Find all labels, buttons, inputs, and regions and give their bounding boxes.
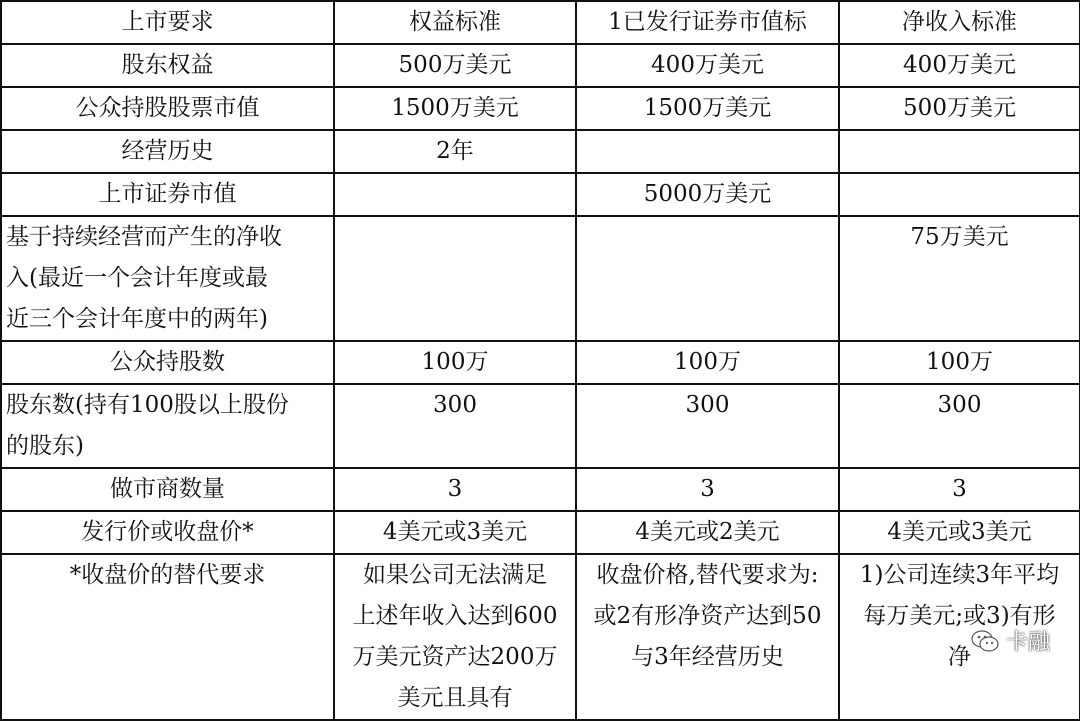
- wechat-icon: [970, 629, 1000, 653]
- table-cell: 400万美元: [839, 44, 1080, 87]
- table-cell: [839, 130, 1080, 173]
- table-cell: [334, 216, 576, 341]
- table-cell: 75万美元: [839, 216, 1080, 341]
- table-cell: 2年: [334, 130, 576, 173]
- table-row: [1, 341, 1080, 384]
- table-row: [1, 130, 1080, 173]
- table-cell: 1500万美元: [334, 87, 576, 130]
- table-cell: 4美元或2美元: [576, 511, 839, 554]
- watermark-text: 卡融: [1005, 630, 1050, 655]
- cell-line: 与3年经营历史: [631, 644, 784, 670]
- header-cell: 1已发行证券市值标: [576, 1, 839, 44]
- row-label: 公众持股数: [1, 341, 334, 384]
- table-cell: 100万: [576, 341, 839, 384]
- label-line: 股东数(持有100股以上股份: [6, 392, 289, 418]
- row-label: 发行价或收盘价*: [1, 511, 334, 554]
- table-row: [1, 511, 1080, 554]
- label-line: 近三个会计年度中的两年): [6, 306, 268, 332]
- table-cell: 3: [839, 468, 1080, 511]
- row-label: 股东权益: [1, 44, 334, 87]
- table-cell: 4美元或3美元: [839, 511, 1080, 554]
- watermark: [970, 625, 1050, 656]
- cell-line: 美元且具有: [397, 685, 513, 711]
- table-row: [1, 384, 1080, 468]
- cell-line: 或2有形净资产达到50: [593, 603, 822, 629]
- table-header-row: [1, 1, 1080, 44]
- table-cell: 1500万美元: [576, 87, 839, 130]
- table-row: [1, 44, 1080, 87]
- cell-line: 万美元资产达200万: [352, 644, 558, 670]
- cell-line: 1)公司连续3年平均: [859, 562, 1060, 588]
- cell-line: 每万美元;或3)有形: [863, 603, 1056, 629]
- table-cell: 400万美元: [576, 44, 839, 87]
- row-label: 经营历史: [1, 130, 334, 173]
- table-cell: 500万美元: [334, 44, 576, 87]
- row-label: [1, 216, 334, 341]
- table-cell: 300: [576, 384, 839, 468]
- table-row: [1, 468, 1080, 511]
- table-cell: 100万: [334, 341, 576, 384]
- table-cell: 4美元或3美元: [334, 511, 576, 554]
- table-row: [1, 216, 1080, 341]
- table-cell: [839, 173, 1080, 216]
- label-line: 基于持续经营而产生的净收: [6, 224, 282, 250]
- header-cell: 上市要求: [1, 1, 334, 44]
- row-label: 做市商数量: [1, 468, 334, 511]
- cell-line: 净: [948, 644, 971, 670]
- cell-line: 收盘价格,替代要求为:: [596, 562, 819, 588]
- cell-line: 上述年收入达到600: [352, 603, 558, 629]
- table-cell: [576, 554, 839, 720]
- label-line: 的股东): [6, 433, 84, 459]
- table-cell: 300: [334, 384, 576, 468]
- cell-line: 如果公司无法满足: [363, 562, 547, 588]
- table-cell: [576, 130, 839, 173]
- table-cell: [576, 216, 839, 341]
- row-label: 上市证券市值: [1, 173, 334, 216]
- table-cell: 100万: [839, 341, 1080, 384]
- table-cell: 3: [576, 468, 839, 511]
- row-label: 公众持股股票市值: [1, 87, 334, 130]
- header-cell: 净收入标准: [839, 1, 1080, 44]
- table-cell: 500万美元: [839, 87, 1080, 130]
- table-row: [1, 554, 1080, 720]
- table-cell: 5000万美元: [576, 173, 839, 216]
- table-cell: 300: [839, 384, 1080, 468]
- header-cell: 权益标准: [334, 1, 576, 44]
- table-cell: [334, 173, 576, 216]
- table-cell: [334, 554, 576, 720]
- row-label: *收盘价的替代要求: [1, 554, 334, 720]
- table-row: [1, 87, 1080, 130]
- table-row: [1, 173, 1080, 216]
- label-line: 入(最近一个会计年度或最: [6, 265, 268, 291]
- row-label: [1, 384, 334, 468]
- table-cell: 3: [334, 468, 576, 511]
